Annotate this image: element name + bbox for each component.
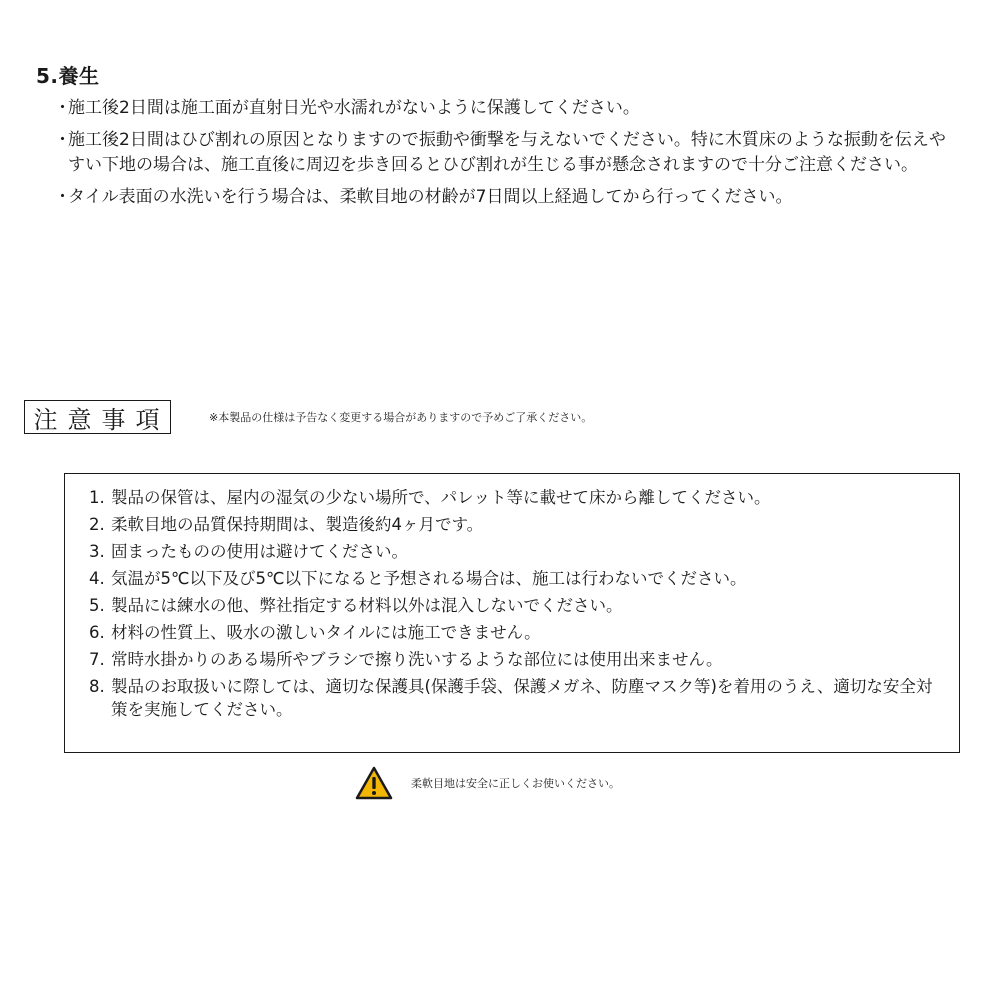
bullet-mark: ・ <box>54 98 71 118</box>
notice-header <box>24 399 592 435</box>
caution-text: 常時水掛かりのある場所やブラシで擦り洗いするような部位には使用出来ません。 <box>111 650 723 669</box>
caution-number: 6. <box>89 623 105 642</box>
caution-item <box>89 675 939 721</box>
caution-item <box>89 486 939 509</box>
caution-number: 1. <box>89 488 105 507</box>
caution-text: 製品には練水の他、弊社指定する材料以外は混入しないでください。 <box>111 596 623 615</box>
notice-note: ※本製品の仕様は予告なく変更する場合がありますので予めご了承ください。 <box>209 411 593 424</box>
list-item-text: 施工後2日間は施工面が直射日光や水濡れがないように保護してください。 <box>68 98 640 118</box>
caution-item <box>89 567 939 590</box>
warning-notice <box>355 766 620 800</box>
caution-number: 8. <box>89 677 105 696</box>
caution-number: 7. <box>89 650 105 669</box>
bullet-mark: ・ <box>54 129 71 150</box>
list-item <box>54 185 959 211</box>
caution-list <box>89 486 939 721</box>
caution-text: 気温が5℃以下及び5℃以下になると予想される場合は、施工は行わないでください。 <box>111 569 747 588</box>
caution-text: 製品の保管は、屋内の湿気の少ない場所で、パレット等に載せて床から離してください。 <box>111 488 771 507</box>
caution-text: 柔軟目地の品質保持期間は、製造後約4ヶ月です。 <box>111 515 484 534</box>
caution-item <box>89 621 939 644</box>
caution-text: 固まったものの使用は避けてください。 <box>111 542 408 561</box>
caution-item <box>89 540 939 563</box>
warning-text: 柔軟目地は安全に正しくお使いください。 <box>411 777 620 790</box>
curing-list <box>54 96 959 216</box>
caution-box <box>64 473 960 753</box>
bullet-mark: ・ <box>54 186 71 207</box>
caution-item <box>89 513 939 536</box>
list-item-text: タイル表面の水洗いを行う場合は、柔軟目地の材齢が7日間以上経過してから行ってください。 <box>68 186 793 207</box>
caution-number: 5. <box>89 596 105 615</box>
list-item <box>54 128 959 179</box>
caution-number: 4. <box>89 569 105 588</box>
list-item <box>54 96 959 122</box>
notice-title: 注意事項 <box>24 400 171 434</box>
list-item-text: 施工後2日間はひび割れの原因となりますので振動や衝撃を与えないでください。特に木質床のような振動を伝えやすい下地の場合は、施工直後に周辺を歩き回るとひび割れが生じる事が懸念されますので十分ご注意ください。 <box>68 129 946 175</box>
caution-text: 材料の性質上、吸水の激しいタイルには施工できません。 <box>111 623 541 642</box>
caution-item <box>89 594 939 617</box>
caution-number: 3. <box>89 542 105 561</box>
section-title: 5.養生 <box>36 64 100 88</box>
caution-number: 2. <box>89 515 105 534</box>
caution-text: 製品のお取扱いに際しては、適切な保護具(保護手袋、保護メガネ、防塵マスク等)を着用のうえ、適切な安全対策を実施してください。 <box>111 677 933 719</box>
warning-triangle-icon <box>355 766 393 800</box>
caution-item <box>89 648 939 671</box>
